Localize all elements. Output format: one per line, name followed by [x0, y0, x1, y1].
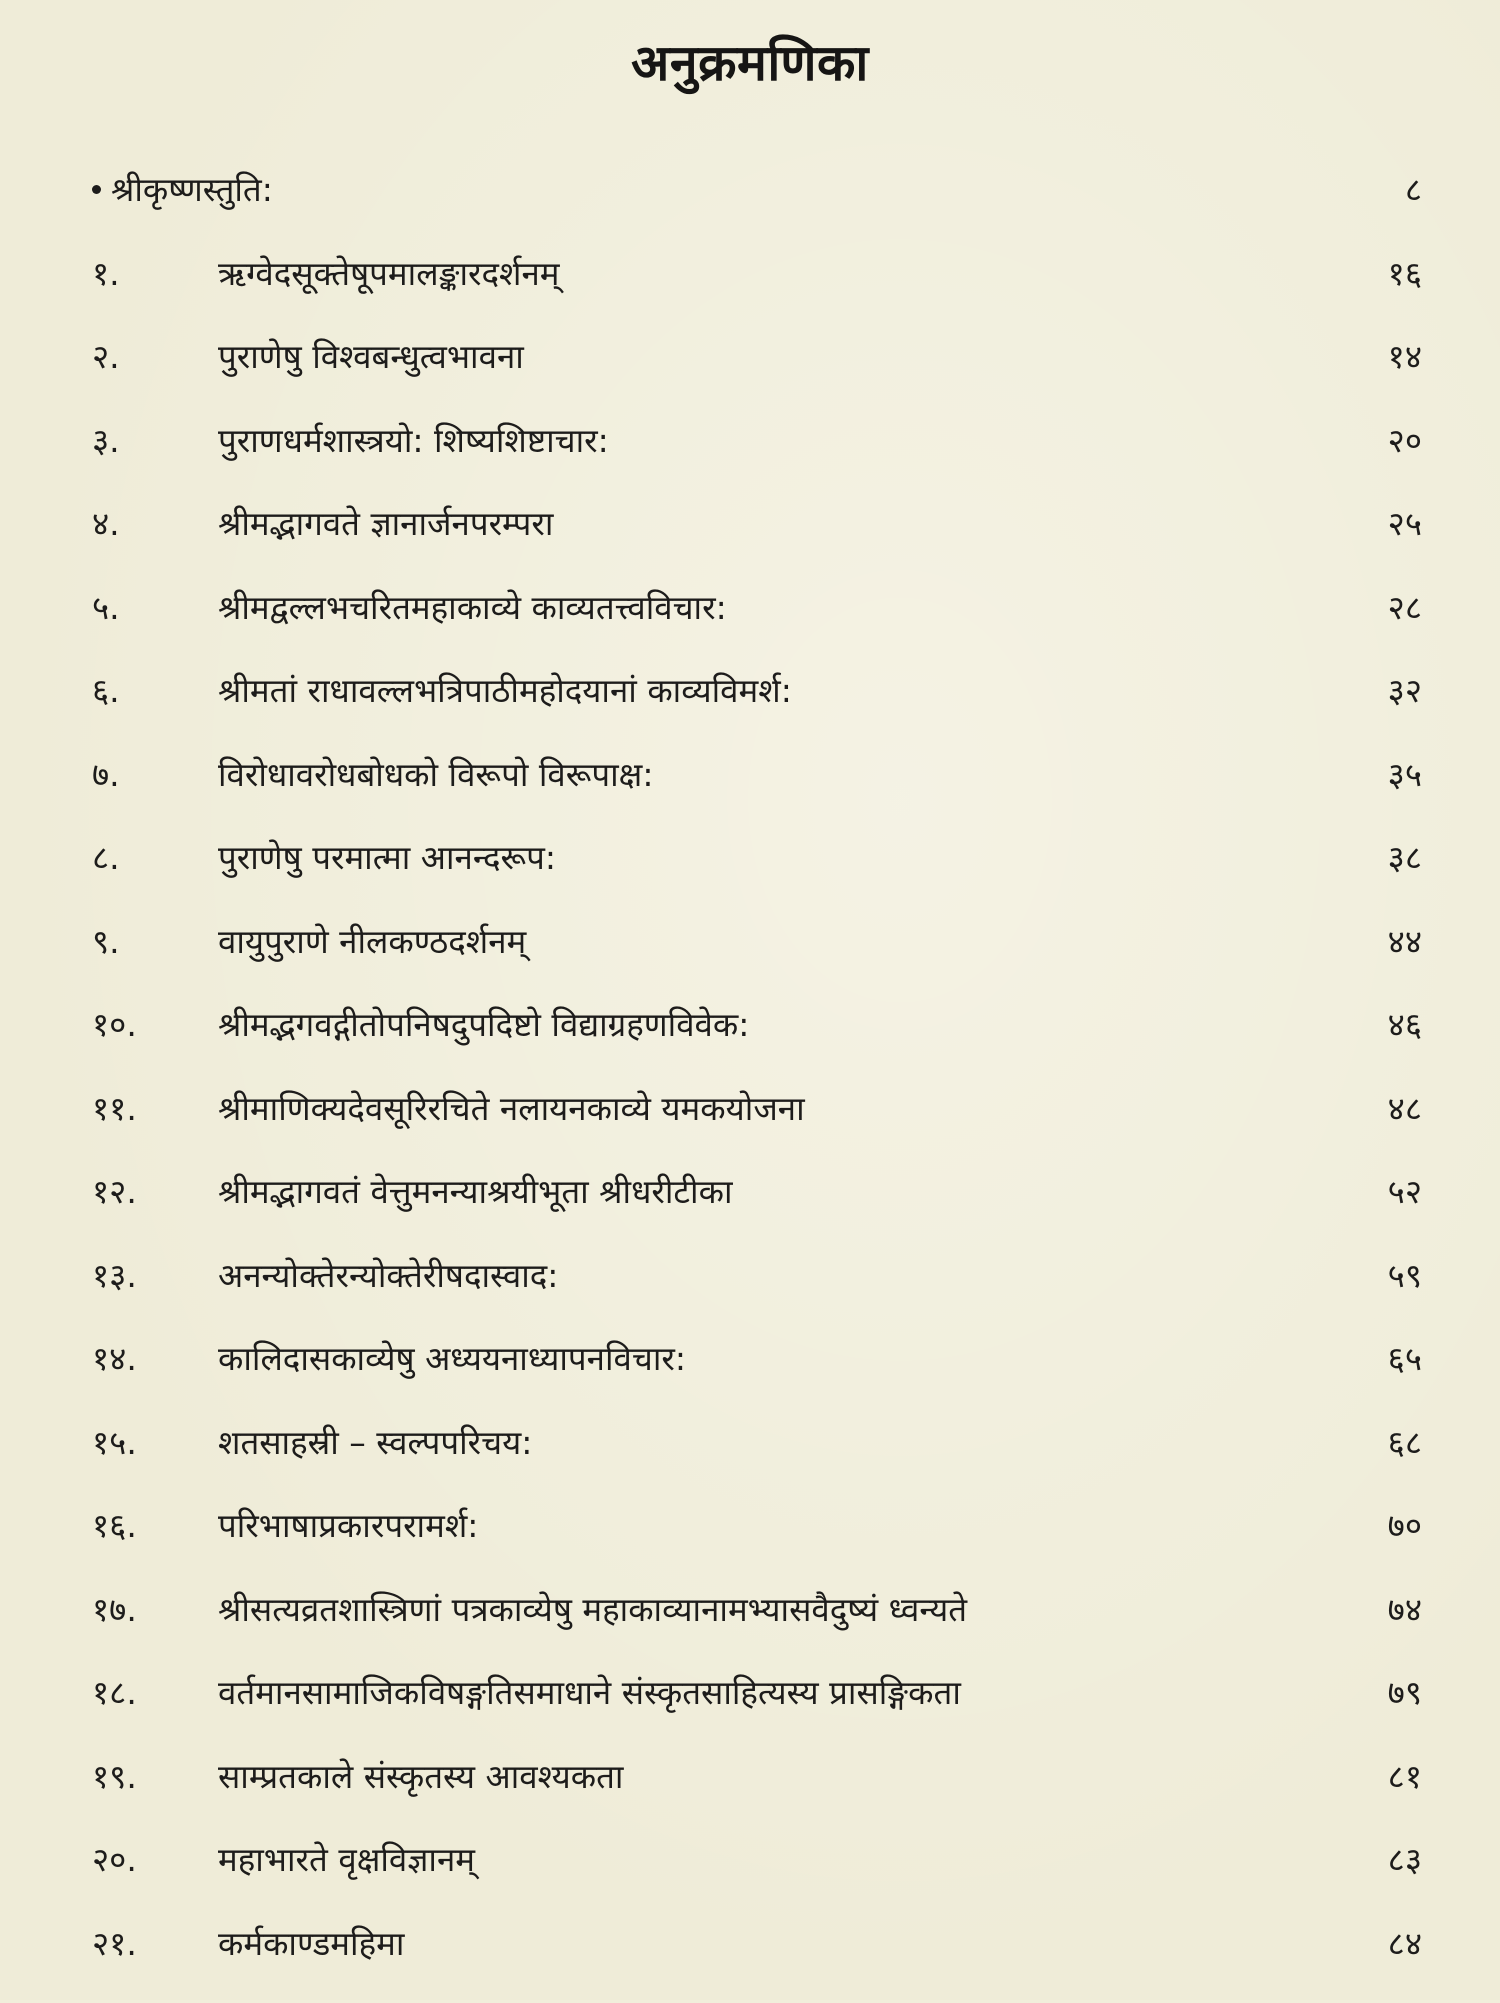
toc-entry-page: ८३ — [1302, 1836, 1422, 1884]
toc-row — [92, 1335, 1422, 1419]
toc-entry-number: २०. — [92, 1836, 212, 1884]
toc-entry-number: ३. — [92, 417, 212, 465]
toc-entry-number: १७. — [92, 1586, 212, 1634]
toc-entry-number: २. — [92, 333, 212, 381]
toc-entry-page: २० — [1302, 417, 1422, 465]
toc-row — [92, 751, 1422, 835]
toc-entry-number: १. — [92, 250, 212, 298]
table-of-contents — [92, 166, 1422, 2003]
toc-row — [92, 1001, 1422, 1085]
toc-row — [92, 1168, 1422, 1252]
toc-entry-title: साम्प्रतकाले संस्कृतस्य आवश्यकता — [218, 1753, 1298, 1801]
toc-row-intro — [92, 166, 1422, 250]
toc-entry-number: १९. — [92, 1753, 212, 1801]
toc-row — [92, 250, 1422, 334]
bullet-icon — [92, 185, 101, 194]
toc-entry-number: १५. — [92, 1419, 212, 1467]
toc-row — [92, 1920, 1422, 2003]
toc-entry-title: अनन्योक्तेरन्योक्तेरीषदास्वाद: — [218, 1252, 1298, 1300]
toc-row — [92, 500, 1422, 584]
toc-row — [92, 1669, 1422, 1753]
toc-entry-title: श्रीसत्यव्रतशास्त्रिणां पत्रकाव्येषु महाकाव्यानामभ्यासवैदुष्यं ध्वन्यते — [218, 1586, 1298, 1634]
toc-entry-page: ६५ — [1302, 1335, 1422, 1383]
toc-entry-number: ८. — [92, 834, 212, 882]
toc-entry-page: ३८ — [1302, 834, 1422, 882]
toc-row — [92, 1586, 1422, 1670]
toc-entry-number: ४. — [92, 500, 212, 548]
toc-entry-title: वायुपुराणे नीलकण्ठदर्शनम् — [218, 918, 1298, 966]
toc-row — [92, 1753, 1422, 1837]
toc-row — [92, 417, 1422, 501]
toc-entry-title: श्रीमाणिक्यदेवसूरिरचिते नलायनकाव्ये यमकयोजना — [218, 1085, 1298, 1133]
toc-entry-number: २१. — [92, 1920, 212, 1968]
toc-entry-title: विरोधावरोधबोधको विरूपो विरूपाक्ष: — [218, 751, 1298, 799]
toc-entry-title: श्रीकृष्णस्तुति: — [92, 166, 1172, 214]
toc-entry-title: शतसाहस्री – स्वल्पपरिचय: — [218, 1419, 1298, 1467]
toc-entry-page: ७९ — [1302, 1669, 1422, 1717]
toc-entry-page: ६८ — [1302, 1419, 1422, 1467]
toc-entry-title: श्रीमद्भागवतं वेत्तुमनन्याश्रयीभूता श्रीधरीटीका — [218, 1168, 1298, 1216]
toc-entry-page: ३५ — [1302, 751, 1422, 799]
toc-entry-page: ३२ — [1302, 667, 1422, 715]
toc-entry-page: ८४ — [1302, 1920, 1422, 1968]
toc-row — [92, 1252, 1422, 1336]
toc-entry-page: ४६ — [1302, 1001, 1422, 1049]
toc-entry-page: ४४ — [1302, 918, 1422, 966]
toc-entry-title: वर्तमानसामाजिकविषङ्गतिसमाधाने संस्कृतसाहित्यस्य प्रासङ्गिकता — [218, 1669, 1298, 1717]
toc-entry-page: १४ — [1302, 333, 1422, 381]
toc-entry-page: ४८ — [1302, 1085, 1422, 1133]
toc-entry-title: श्रीमद्भगवद्गीतोपनिषदुपदिष्टो विद्याग्रहणविवेक: — [218, 1001, 1298, 1049]
toc-entry-page: ५२ — [1302, 1168, 1422, 1216]
toc-entry-number: १२. — [92, 1168, 212, 1216]
toc-row — [92, 1085, 1422, 1169]
toc-entry-title: पुराणेषु विश्वबन्धुत्वभावना — [218, 333, 1298, 381]
toc-entry-title: कालिदासकाव्येषु अध्ययनाध्यापनविचार: — [218, 1335, 1298, 1383]
toc-entry-title: ऋग्वेदसूक्तेषूपमालङ्कारदर्शनम् — [218, 250, 1298, 298]
toc-entry-title: कर्मकाण्डमहिमा — [218, 1920, 1298, 1968]
toc-entry-number: १३. — [92, 1252, 212, 1300]
toc-entry-number: १०. — [92, 1001, 212, 1049]
toc-entry-title: श्रीमतां राधावल्लभत्रिपाठीमहोदयानां काव्यविमर्श: — [218, 667, 1298, 715]
toc-row — [92, 584, 1422, 668]
toc-entry-page: ५९ — [1302, 1252, 1422, 1300]
toc-entry-title: पुराणधर्मशास्त्रयो: शिष्यशिष्टाचार: — [218, 417, 1298, 465]
toc-entry-page: ७० — [1302, 1502, 1422, 1550]
toc-row — [92, 918, 1422, 1002]
toc-row — [92, 834, 1422, 918]
toc-row — [92, 1502, 1422, 1586]
toc-entry-page: २८ — [1302, 584, 1422, 632]
toc-entry-number: १४. — [92, 1335, 212, 1383]
toc-entry-title: महाभारते वृक्षविज्ञानम् — [218, 1836, 1298, 1884]
toc-entry-number: ६. — [92, 667, 212, 715]
toc-entry-page: ८१ — [1302, 1753, 1422, 1801]
toc-entry-number: ७. — [92, 751, 212, 799]
toc-entry-number: ११. — [92, 1085, 212, 1133]
toc-entry-page: ७४ — [1302, 1586, 1422, 1634]
toc-row — [92, 1836, 1422, 1920]
toc-entry-number: ९. — [92, 918, 212, 966]
toc-entry-number: १८. — [92, 1669, 212, 1717]
toc-row — [92, 667, 1422, 751]
toc-row — [92, 1419, 1422, 1503]
toc-entry-title: परिभाषाप्रकारपरामर्श: — [218, 1502, 1298, 1550]
toc-entry-title: श्रीमद्वल्लभचरितमहाकाव्ये काव्यतत्त्वविचार: — [218, 584, 1298, 632]
toc-entry-page: १६ — [1302, 250, 1422, 298]
toc-entry-number: १६. — [92, 1502, 212, 1550]
toc-entry-title: पुराणेषु परमात्मा आनन्दरूप: — [218, 834, 1298, 882]
page-title: अनुक्रमणिका — [0, 28, 1500, 98]
toc-entry-number: ५. — [92, 584, 212, 632]
toc-row — [92, 333, 1422, 417]
toc-entry-page: २५ — [1302, 500, 1422, 548]
toc-entry-title: श्रीमद्भागवते ज्ञानार्जनपरम्परा — [218, 500, 1298, 548]
toc-entry-page: ८ — [1302, 166, 1422, 214]
